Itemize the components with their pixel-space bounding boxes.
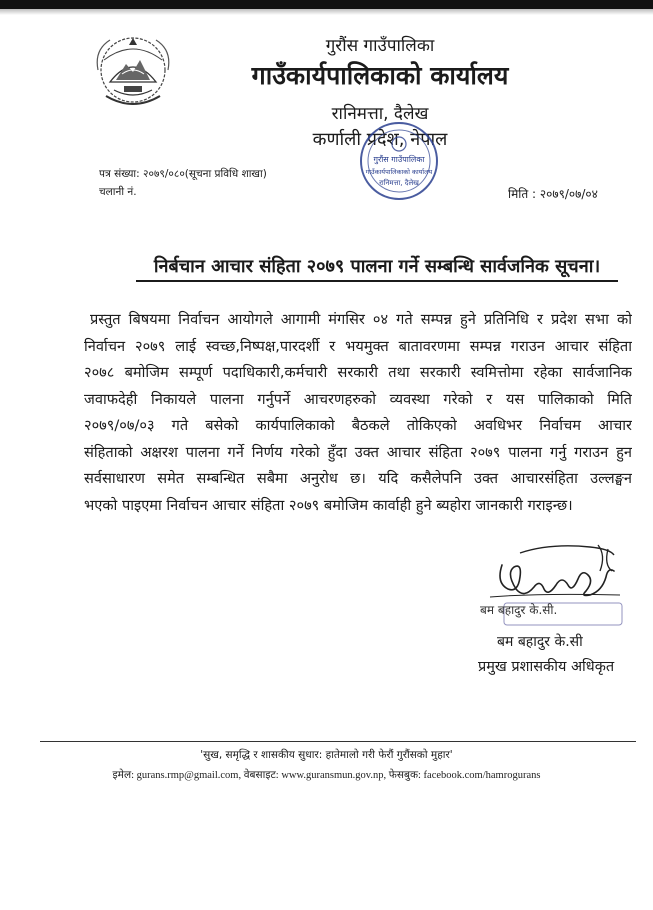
scan-top-edge xyxy=(0,0,653,9)
seal-text-2: गाउँकार्यपालिकाको कार्यालय xyxy=(365,168,433,176)
body-line: प्रस्तुत बिषयमा निर्वाचन आयोगले आगामी मंगसिर ०४ गते सम्पन्न हुने प्रतिनिधि र प्रदेश सभा को xyxy=(90,311,632,328)
footer-divider xyxy=(40,741,636,742)
notice-title: निर्बचान आचार संहिता २०७९ पालना गर्ने सम्बन्धि सार्वजनिक सूचना। xyxy=(136,254,618,282)
footer-slogan: 'सुख, समृद्धि र शासकीय सुधार: हातेमालो गरी फेरौं गुरौंसको मुहार' xyxy=(200,749,453,761)
body-line: २०७८ बमोजिम सम्पूर्ण पदाधिकारी,कर्मचारी सरकारी तथा सरकारी स्वमित्तोमा रहेका सार्वजानिक xyxy=(84,364,632,381)
signatory-name: बम बहादुर के.सी xyxy=(497,634,583,650)
signatory-title: प्रमुख प्रशासकीय अधिकृत xyxy=(478,659,615,675)
reference-number: पत्र संख्या: २०७९/०८०(सूचना प्रविधि शाखा) xyxy=(99,168,267,180)
municipality-name: गुरौंस गाउँपालिका xyxy=(325,36,435,56)
dispatch-number: चलानी नं. xyxy=(99,186,137,198)
body-line: भएको पाइएमा निर्वाचन आचार संहिता २०७९ बमोजिम कार्वाही हुने ब्यहोरा जानकारी गराइन्छ। xyxy=(84,496,573,514)
letter-date: मिति : २०७९/०७/०४ xyxy=(508,187,598,201)
office-seal-stamp xyxy=(355,118,443,204)
body-line: सर्वसाधारण समेत सम्बन्धित सबैमा अनुरोध छ। यदि कसैलेपनि उक्त आचारसंहिता उल्लङ्घन xyxy=(84,470,632,487)
body-line: संहिताको अक्षरश पालना गर्ने निर्णय गरेको हुँदा उक्त आचार संहिता २०७९ पालना गर्नु गराउन हुन xyxy=(84,443,632,461)
footer-contact: इमेल: gurans.rmp@gmail.com, वेबसाइट: www.guransmun.gov.np, फेसबुक: facebook.com/hamrogurans xyxy=(112,770,541,781)
office-address: रानिमत्ता, दैलेख xyxy=(331,104,429,124)
seal-text-1: गुरौंस गाउँपालिका xyxy=(373,155,425,164)
seal-text-3: रानिमत्ता, दैलेख xyxy=(379,179,419,187)
signature-stamp-name: बम बहादुर के.सी. xyxy=(480,603,558,617)
scan-shadow xyxy=(0,9,653,15)
body-line: जवाफदेही निकायले पालना गर्नुपर्ने आचरणहरुको व्यवस्था गरेको र यस पालिकाको मिति xyxy=(84,390,632,408)
notice-body xyxy=(84,307,632,519)
province-name: कर्णाली प्रदेश, नेपाल xyxy=(312,129,448,150)
office-title: गाउँकार्यपालिकाको कार्यालय xyxy=(251,61,509,90)
body-line: निर्वाचन २०७९ लाई स्वच्छ,निष्पक्ष,पारदर्शी र भयमुक्त बातावरणमा सम्पन्न गराउन आचार संहिता xyxy=(84,337,632,355)
body-line: २०७९/०७/०३ गते बसेको कार्यपालिकाको बैठकले तोकिएको अवधिभर निर्वाचम आचार xyxy=(84,417,632,434)
